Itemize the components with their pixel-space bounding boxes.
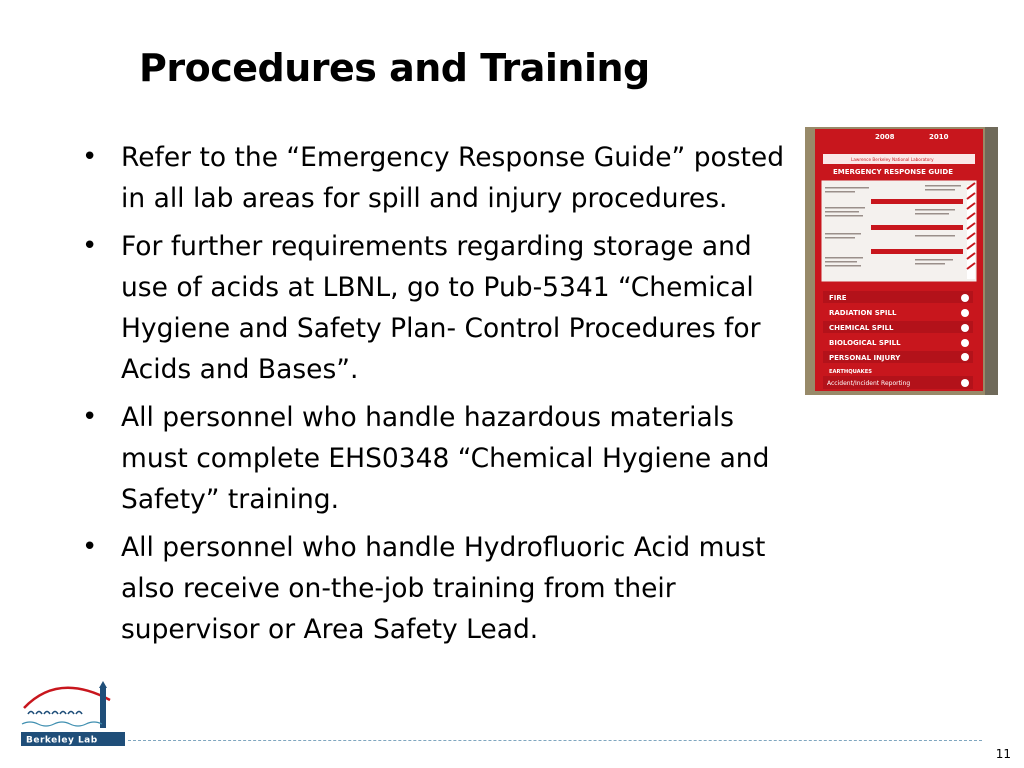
poster-tab-earthquakes: EARTHQUAKES [829,369,872,375]
emergency-guide-photo [805,127,998,395]
berkeley-lab-logo [18,678,128,748]
slide-title: Procedures and Training [139,46,650,90]
bullet-marker: • [82,142,98,172]
bullet-list [82,137,787,657]
bullet-text: For further requirements regarding storage and use of acids at LBNL, go to Pub-5341 “Chemical Hygiene and Safety Plan- Control Procedures for Acids and Bases”. [121,231,761,385]
bullet-marker: • [82,402,98,432]
logo-text: Berkeley Lab [26,735,98,746]
poster-year-end: 2010 [929,133,949,141]
poster-subheading: Lawrence Berkeley National Laboratory [851,157,934,162]
bullet-item [82,137,787,219]
page-number: 11 [995,747,1011,761]
poster-tab-personal-injury: PERSONAL INJURY [829,354,901,362]
bullet-item [82,527,787,650]
bullet-text: All personnel who handle Hydrofluoric Acid must also receive on-the-job training from their supervisor or Area Safety Lead. [121,532,766,645]
poster-heading: EMERGENCY RESPONSE GUIDE [833,168,953,176]
poster-tab-radiation-spill: RADIATION SPILL [829,309,897,317]
poster-year-start: 2008 [875,133,895,141]
poster-tab-biological-spill: BIOLOGICAL SPILL [829,339,901,347]
poster-tab-fire: FIRE [829,294,847,302]
poster-stripes [967,183,975,279]
bullet-item [82,397,787,520]
bullet-marker: • [82,532,98,562]
bullet-text: Refer to the “Emergency Response Guide” posted in all lab areas for spill and injury procedures. [121,142,785,214]
poster-tab-chemical-spill: CHEMICAL SPILL [829,324,894,332]
footer-divider [128,740,982,741]
bullet-item [82,226,787,390]
poster-tab-accident-reporting: Accident/Incident Reporting [827,380,911,387]
bullet-marker: • [82,231,98,261]
bullet-text: All personnel who handle hazardous materials must complete EHS0348 “Chemical Hygiene and Safety” training. [121,402,770,515]
